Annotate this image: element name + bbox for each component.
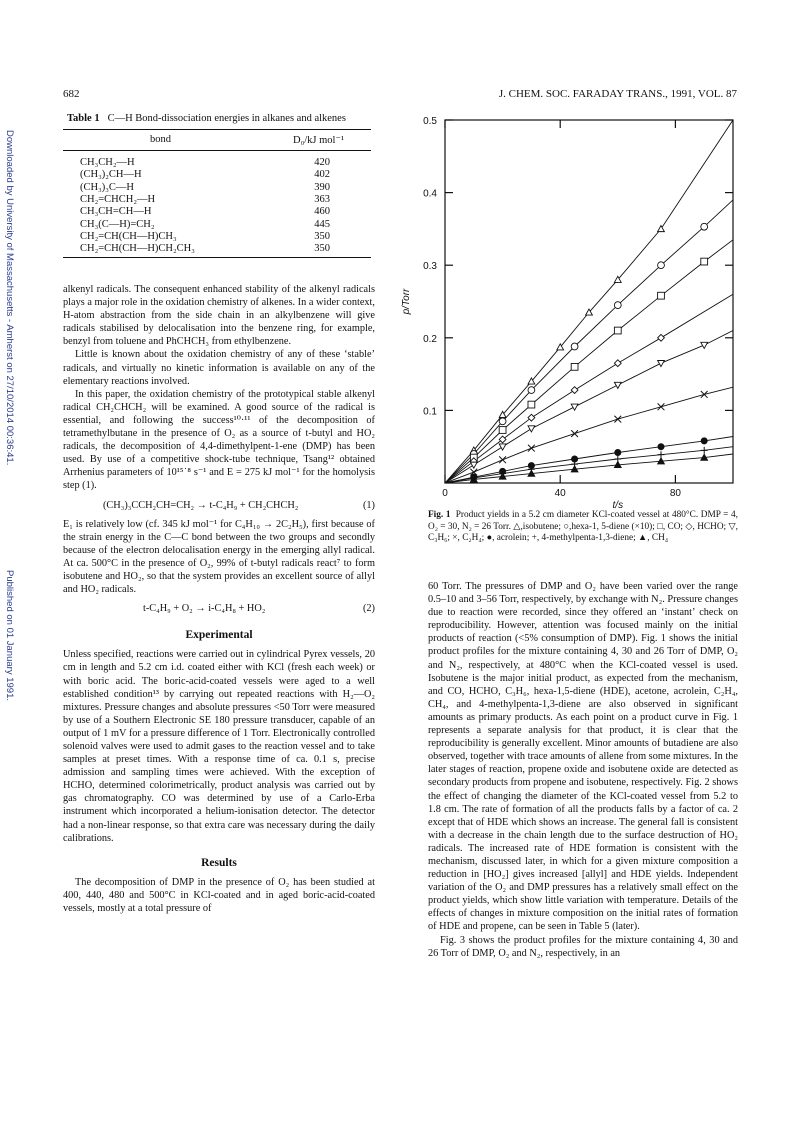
x-tick-label: 80 [669,488,681,499]
data-point [614,382,621,388]
data-point [658,262,665,269]
data-point [499,456,506,463]
x-axis-label: t/s [612,500,624,510]
table-mid-rule [63,150,371,151]
data-point [470,462,477,468]
data-point [499,418,506,425]
figure-label: Fig. 1 [428,510,451,520]
series-points-square-open [470,258,707,461]
table-col-energy: D₀/kJ mol⁻¹ [293,135,345,146]
paragraph: alkenyl radicals. The consequent enhanced stability of the alkenyl radicals plays a major role in the oxidation chemistry of alkenes. In a wider context, H-atom abstraction from the side chain in an alkylbenzene will give radicals stabilised by delocalisation into the benzene ring, for example, benzyl from toluene and PhCHCH₃ from ethylbenzene. [63,284,375,348]
paragraph: E₁ is relatively low (cf. 345 kJ mol⁻¹ for C₄H₁₀ → 2C₂H₅), first because of the strain energy in the C—C bond between the two groups and secondly because of the electron delocalisation energy in the emerging allyl radical. At ca. 500°C in the presence of O₂, 99% of t-butyl radicals react⁷ to form isobutene and HO₂, so that the system provides an excellent source of allyl and HO₂ radicals. [63,518,375,596]
table-cell-bond: CH₃(C—H)=CH₂ [80,218,155,230]
figure-caption-text: Product yields in a 5.2 cm diameter KCl-coated vessel at 480°C. DMP = 4, O₂ = 30, N₂ = 26 Torr. △,isobutene; ○,hexa-1, 5-diene (×10); □, CO; ◇, HCHO; ▽, C₃H₆; ×, C₂H₄; ●, acrolein; +, 4-methylpenta-1,3-diene; ▲, CH₄ [428,510,738,543]
series-points-circle-open [470,223,707,457]
data-point [571,430,578,437]
paragraph: In this paper, the oxidation chemistry of the prototypical stable alkenyl radical CH₂CHCH₂ will be examined. A good source of the radical is essential, and following the success¹⁰·¹¹ of the decomposition of tetramethylbutane in the presence of O₂ as a source of t-butyl and HO₂ radicals, the decomposition of 4,4-dimethylpent-1-ene (DMP) has been used. By use of a competitive shock-tube technique, Tsang¹² obtained Arrhenius parameters of 10¹⁵˙⁸ s⁻¹ and E = 275 kJ mol⁻¹ for the homolysis step (1). [63,388,375,492]
figure-1-chart [395,108,740,510]
series-line-diamond-open [445,294,733,483]
experimental-heading: Experimental [185,629,253,642]
side-note-published: Published on 01 January 1991. [4,570,15,701]
equation-1-number: (1) [362,499,375,511]
data-point [658,226,665,232]
data-point [528,401,535,408]
left-column [63,283,375,915]
data-point [614,327,621,334]
journal-header: J. CHEM. SOC. FARADAY TRANS., 1991, VOL. 87 [498,88,737,100]
y-tick-label: 0.5 [423,116,437,127]
equation-1 [63,499,375,512]
table-cell-energy: 460 [314,206,330,218]
series-line-triangle-down-open [445,331,733,484]
data-point [658,444,664,450]
side-note-downloaded: Downloaded by University of Massachusetts - Amherst on 27/10/2014 00:36:41. [4,130,15,466]
page-number: 682 [63,88,80,100]
equation-1-text: (CH₃)₃CCH₂CH=CH₂ → t-C₄H₉ + CH₂CHCH₂ [103,499,299,511]
series-line-square-open [445,240,733,483]
series-line-triangle-filled [445,454,733,483]
right-column [428,580,738,960]
data-point [528,445,535,452]
data-point [658,334,665,341]
table-cell-bond: (CH₃)₃C—H [80,181,134,193]
data-point [499,444,506,450]
table-cell-bond: CH₃CH=CH—H [80,206,152,218]
data-point [701,258,708,265]
table-cell-energy: 420 [314,157,330,168]
chart-axes [401,116,733,510]
series-line-circle-open [445,200,733,483]
chart-marks [470,223,707,482]
data-point [701,438,707,444]
data-point [658,292,665,299]
data-point [571,343,578,350]
data-point [701,447,708,454]
data-point [614,360,621,367]
table-cell-energy: 350 [314,243,330,255]
side-note [2,130,16,1030]
x-tick-label: 40 [554,488,566,499]
y-tick-label: 0.1 [423,406,437,418]
table-label: Table 1 [67,113,100,124]
y-tick-label: 0.2 [423,333,437,345]
table-cell-energy: 350 [314,230,330,242]
data-point [571,363,578,370]
x-tick-label: 0 [442,488,448,499]
y-tick-label: 0.4 [423,188,437,200]
data-point [701,223,708,230]
table-cell-energy: 402 [314,169,330,181]
data-point [528,387,535,394]
equation-2-text: t-C₄H₉ + O₂ → i-C₄H₈ + HO₂ [143,603,266,615]
data-point [701,342,708,348]
table-col-bond: bond [150,134,171,145]
table-cell-bond: CH₂=CH(CH—H)CH₃ [80,230,177,242]
y-axis-label: p/Torr [401,288,412,315]
paragraph: Little is known about the oxidation chemistry of any of these ‘stable’ radicals, and virtually no kinetic information is available on any of the elementary reactions involved. [63,349,375,387]
equation-2-number: (2) [362,603,375,615]
paragraph: 60 Torr. The pressures of DMP and O₂ have been varied over the range 0.5–10 and 3–56 Torr, respectively, by exchange with N₂. Pressure changes due to reaction were recorded, since they offered an ‘instant’ check on reproducibility. However, attention was focused mainly on the initial products of reaction (<5% consumption of DMP). Fig. 1 shows the initial product profiles for the mixture containing 4, 30 and 26 Torr of DMP, O₂ and N₂, respectively, at 480°C when the KCl-coated vessel is used. Isobutene is the major initial product, as expected from the mechanism, and CO, HCHO, C₃H₆, hexa-1,5-diene (HDE), acetone, acrolein, C₂H₄, CH₄, and 4-methylpenta-1,3-diene are also observed in significant amounts as primary products. As each point on a product curve in Fig. 1 represents a separate analysis for that product, it is clear that the reproducibility is generally excellent. Minor amounts of butadiene are also observed, together with trace amounts of allene from some mixtures. In the later stages of reaction, propene oxide and isobutene oxide are detected as secondary products from propene and isobutene, respectively. Fig. 2 shows the effect of changing the diameter of the KCl-coated vessel from 5.2 to 1.8 cm. The rate of formation of all the products falls by a factor of ca. 2 except that of HDE which shows an increase. The general fall is consistent with a decrease in the chain length due to the surface destruction of HO₂ radicals. The increased rate of HDE formation is consistent with the mechanism, discussed later, in which for a given mixture composition a reduction in [HO₂] gives increased [allyl] and HDE yields. Independent variation of the O₂ and DMP pressures has a relatively small effect on the product yields, which show little variation with temperature. Details of the effects of changes in mixture composition on the initial rates of formation of HDE and propene, can be seen in Table 5 (later). [428,581,738,933]
figure-1-caption [428,510,738,545]
table-cell-bond: CH₃CH₂—H [80,157,135,168]
series-line-cross [445,387,733,483]
results-heading: Results [201,856,237,869]
data-point [701,391,708,398]
table-cell-energy: 363 [314,193,330,205]
data-point [658,360,665,366]
data-point [528,426,535,432]
data-point [614,302,621,309]
chart-lines [445,120,733,483]
table-cell-energy: 445 [314,218,330,230]
table-cell-energy: 390 [314,181,330,193]
table-cell-bond: CH₂=CHCH₂—H [80,193,156,205]
table-bottom-rule [63,257,371,258]
paragraph: Unless specified, reactions were carried out in cylindrical Pyrex vessels, 20 cm in length and 5.2 cm i.d. coated either with KCl (fresh each week) or with boric acid. The boric-acid-coated vessels were aged to a well established condition¹³ by carrying out repeated reactions with H₂—O₂ mixtures. Pressure changes and absolute pressures <50 Torr were measured by use of a Southern Electronic SE 180 pressure transducer, capable of an output of 1 mV for a pressure difference of 1 Torr. Electronically controlled solenoid valves were used to admit gases to the reaction vessel and to take samples at preset times. With a response time of ca. 0.1 s, precise admission and sampling times were achieved. With the exception of HCHO, determined colorimetrically, product analysis was carried out by gas chromatography. CO was determined by use of a Carlo-Erba instrument which incorporated a helium-ionisation detector. The detector had a non-linear response, so that extra care was necessary during the daily calibrations. [63,649,375,844]
table-top-rule [63,129,371,130]
data-point [571,404,578,410]
equation-2 [63,602,375,615]
y-tick-label: 0.3 [423,261,437,273]
data-point [658,403,665,410]
data-point [499,427,506,434]
data-point [614,416,621,423]
paragraph: The decomposition of DMP in the presence of O₂ has been studied at 400, 440, 480 and 500°C in KCl-coated and in aged boric-acid-coated vessels, mostly at a total pressure of [63,876,375,915]
data-point [615,449,621,455]
table-caption [67,113,346,124]
paragraph: Fig. 3 shows the product profiles for the mixture containing 4, 30 and 26 Torr of DMP, O₂ and N₂, respectively, in an [428,934,738,959]
series-points-triangle-down-open [470,342,707,468]
table-cell-bond: CH₂=CH(CH—H)CH₂CH₃ [80,243,195,255]
table-title: C—H Bond-dissociation energies in alkanes and alkenes [107,113,346,124]
data-point [571,387,578,394]
table-cell-bond: (CH₃)₂CH—H [80,169,142,181]
